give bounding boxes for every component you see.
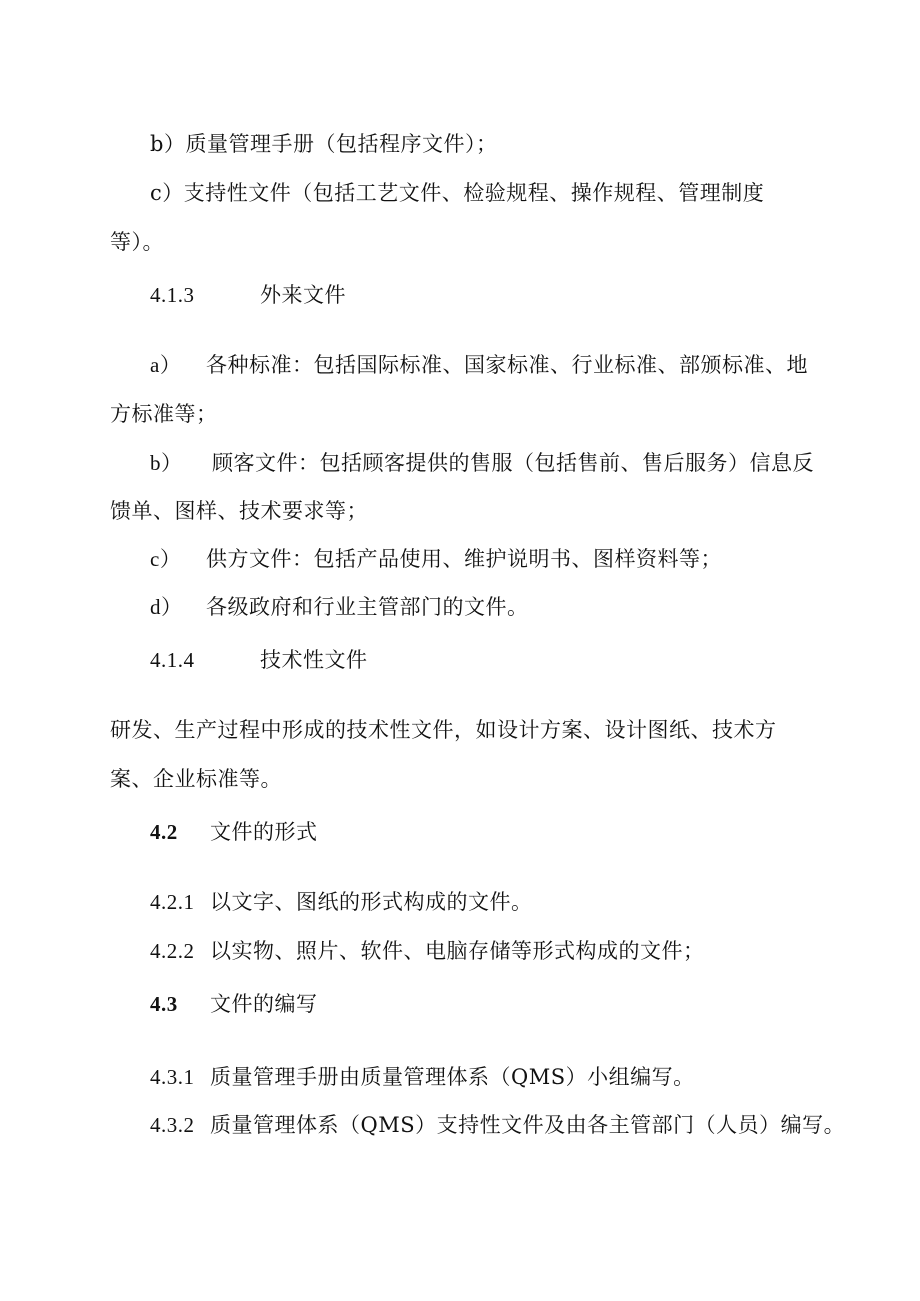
list-text-a-2: 方标准等；: [110, 402, 218, 426]
item-c-support-line1: [150, 179, 764, 207]
form-item-4-2-1: [150, 888, 533, 916]
section-number: 4.1.3: [150, 283, 195, 307]
list-label-a: a）: [150, 353, 182, 377]
item-text: 质量管理手册由质量管理体系（QMS）小组编写。: [210, 1065, 695, 1089]
external-c-line: [150, 545, 722, 573]
writing-item-4-3-2: [150, 1111, 845, 1139]
section-4-3-heading: [150, 990, 318, 1018]
external-a-line2: [110, 400, 218, 428]
item-text: 以文字、图纸的形式构成的文件。: [210, 890, 533, 914]
technical-text-line2: [110, 765, 282, 793]
item-number: 4.2.1: [150, 890, 195, 914]
section-4-2-heading: [150, 818, 318, 846]
form-item-4-2-2: [150, 937, 705, 965]
list-text-c: 供方文件：包括产品使用、维护说明书、图样资料等；: [206, 547, 722, 571]
section-title: 外来文件: [260, 283, 346, 307]
writing-item-4-3-1: [150, 1063, 695, 1091]
section-4-1-3-heading: [150, 281, 346, 309]
list-text-b-1: 顾客文件：包括顾客提供的售服（包括售前、售后服务）信息反: [212, 451, 814, 475]
section-number: 4.1.4: [150, 648, 195, 672]
item-b-manual-text: b）质量管理手册（包括程序文件）；: [150, 132, 498, 156]
item-text: 质量管理体系（QMS）支持性文件及由各主管部门（人员）编写。: [210, 1113, 846, 1137]
item-text: 以实物、照片、软件、电脑存储等形式构成的文件；: [210, 939, 705, 963]
technical-text-2: 案、企业标准等。: [110, 767, 282, 791]
item-c-support-line2: [110, 228, 164, 256]
list-text-b-2: 馈单、图样、技术要求等；: [110, 499, 368, 523]
item-number: 4.3.2: [150, 1113, 195, 1137]
section-title: 文件的编写: [210, 992, 318, 1016]
list-label-c: c）: [150, 547, 182, 571]
external-a-line1: [150, 351, 808, 379]
external-d-line: [150, 593, 529, 621]
external-b-line2: [110, 497, 368, 525]
list-text-d: 各级政府和行业主管部门的文件。: [206, 595, 529, 619]
section-number: 4.2: [150, 820, 178, 844]
list-label-d: d）: [150, 595, 183, 619]
technical-text-1: 研发、生产过程中形成的技术性文件，如设计方案、设计图纸、技术方: [110, 718, 777, 742]
section-number: 4.3: [150, 992, 178, 1016]
list-text-a-1: 各种标准：包括国际标准、国家标准、行业标准、部颁标准、地: [206, 353, 808, 377]
list-label-b: b）: [150, 451, 183, 475]
item-number: 4.2.2: [150, 939, 195, 963]
section-4-1-4-heading: [150, 646, 368, 674]
item-number: 4.3.1: [150, 1065, 195, 1089]
external-b-line1: [150, 449, 814, 477]
section-title: 技术性文件: [260, 648, 368, 672]
section-title: 文件的形式: [210, 820, 318, 844]
item-b-manual: [150, 130, 497, 158]
item-c-support-text-2: 等）。: [110, 230, 164, 254]
technical-text-line1: [110, 716, 777, 744]
item-c-support-text-1: c）支持性文件（包括工艺文件、检验规程、操作规程、管理制度: [150, 181, 765, 205]
